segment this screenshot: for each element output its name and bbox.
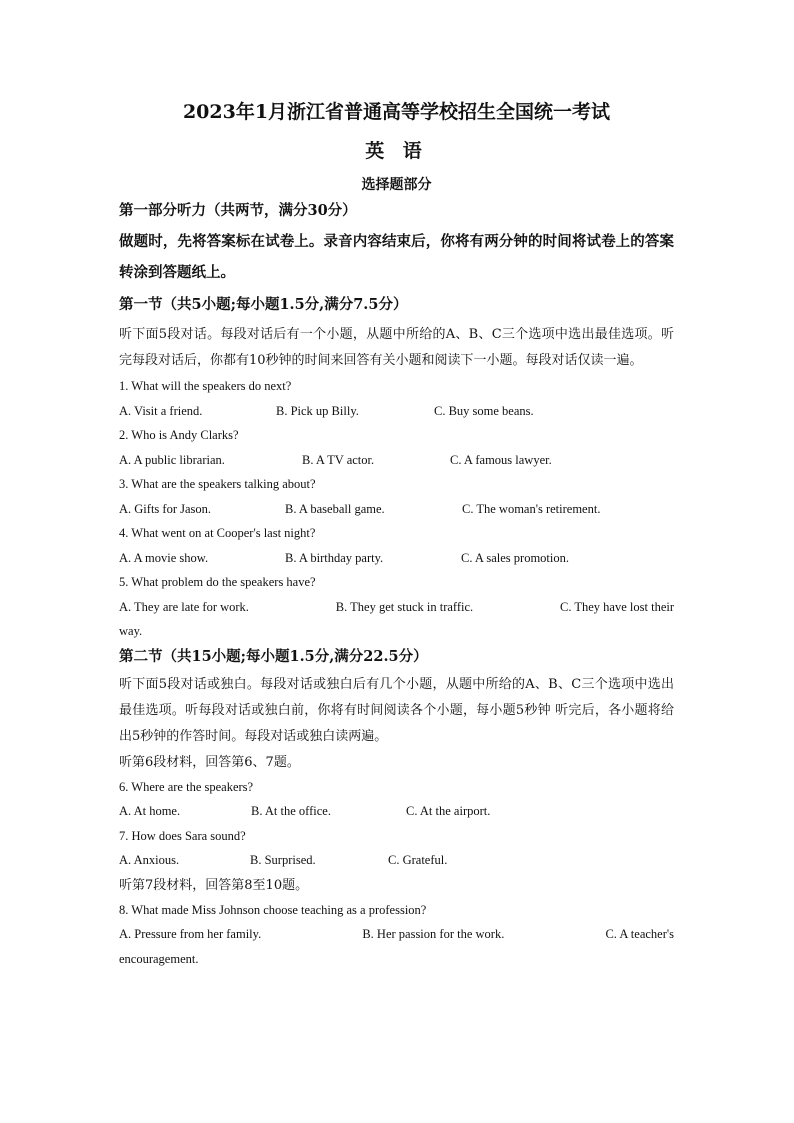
option-a: A. At home.: [119, 804, 181, 818]
option-b: B. A baseball game.: [285, 501, 385, 516]
option-c: C. Buy some beans.: [434, 403, 534, 418]
option-c: C. They have lost their: [560, 599, 674, 614]
question-4: 4. What went on at Cooper's last night?: [119, 526, 316, 540]
listening-instruction: 做题时，先将答案标在试卷上。录音内容结束后，你将有两分钟的时间将试卷上的答案转涂到答题纸上。: [119, 233, 674, 281]
option-a: A. They are late for work.: [119, 599, 249, 614]
question-6-options: [119, 799, 674, 824]
option-c: C. A teacher's: [605, 927, 674, 941]
question-5-option-c-continued: way.: [119, 624, 143, 638]
option-a: A. Pressure from her family.: [119, 927, 262, 941]
question-6: 6. Where are the speakers?: [119, 779, 254, 794]
option-a: A. Visit a friend.: [119, 403, 203, 418]
question-5: 5. What problem do the speakers have?: [119, 575, 316, 589]
section2-instruction: 听下面5段对话或独白。每段对话或独白后有几个小题，从题中所给的A、B、C三个选项中选出最佳选项。听每段对话或独白前，你将有时间阅读各个小题，每小题5秒钟 听完后，各小题将给出5秒钟的作答时间。每段对话或独白读两遍。: [119, 676, 674, 744]
part-heading: 选择题部分: [361, 177, 432, 193]
question-5-options: [119, 595, 674, 620]
option-c: C. A sales promotion.: [461, 550, 569, 565]
option-a: A. Anxious.: [119, 853, 180, 867]
exam-subject: 英 语: [365, 140, 428, 162]
option-c: C. Grateful.: [388, 853, 448, 867]
option-c: C. The woman's retirement.: [462, 501, 601, 516]
material-7-note: 听第7段材料，回答第8至10题。: [119, 877, 309, 893]
option-a: A. A public librarian.: [119, 452, 225, 467]
question-4-options: [119, 546, 674, 571]
option-b: B. A TV actor.: [302, 452, 375, 467]
section2-title: 第二节（共15小题;每小题1.5分,满分22.5分）: [119, 647, 428, 665]
option-c: C. At the airport.: [406, 804, 491, 818]
option-a: A. A movie show.: [119, 550, 209, 565]
question-1: 1. What will the speakers do next?: [119, 379, 292, 393]
option-c: C. A famous lawyer.: [450, 452, 552, 467]
question-3-options: [119, 497, 674, 522]
option-b: B. At the office.: [251, 804, 331, 818]
question-8-options: [119, 922, 674, 947]
option-b: B. They get stuck in traffic.: [335, 599, 474, 614]
option-b: B. Pick up Billy.: [276, 403, 359, 418]
question-8-option-c-continued: encouragement.: [119, 951, 199, 966]
exam-title: 2023年1月浙江省普通高等学校招生全国统一考试: [182, 101, 611, 123]
option-b: B. A birthday party.: [285, 550, 384, 565]
question-7: 7. How does Sara sound?: [119, 828, 246, 843]
option-b: B. Surprised.: [250, 853, 316, 867]
listening-part-title: 第一部分听力（共两节，满分30分）: [119, 202, 357, 219]
question-3: 3. What are the speakers talking about?: [119, 477, 316, 491]
question-1-options: [119, 399, 674, 424]
material-6-note: 听第6段材料，回答第6、7题。: [119, 754, 300, 770]
option-b: B. Her passion for the work.: [362, 927, 505, 941]
section1-instruction: 听下面5段对话。每段对话后有一个小题，从题中所给的A、B、C三个选项中选出最佳选项。听完每段对话后，你都有10秒钟的时间来回答有关小题和阅读下一小题。每段对话仅读一遍。: [119, 327, 674, 368]
section2-questions: [119, 775, 674, 972]
question-2-options: [119, 448, 674, 473]
question-7-options: [119, 848, 674, 873]
question-8: 8. What made Miss Johnson choose teaching as a profession?: [119, 902, 427, 917]
question-2: 2. Who is Andy Clarks?: [119, 428, 239, 442]
section1-title: 第一节（共5小题;每小题1.5分,满分7.5分）: [119, 296, 408, 313]
section1-questions: [119, 374, 674, 644]
option-a: A. Gifts for Jason.: [119, 501, 212, 516]
